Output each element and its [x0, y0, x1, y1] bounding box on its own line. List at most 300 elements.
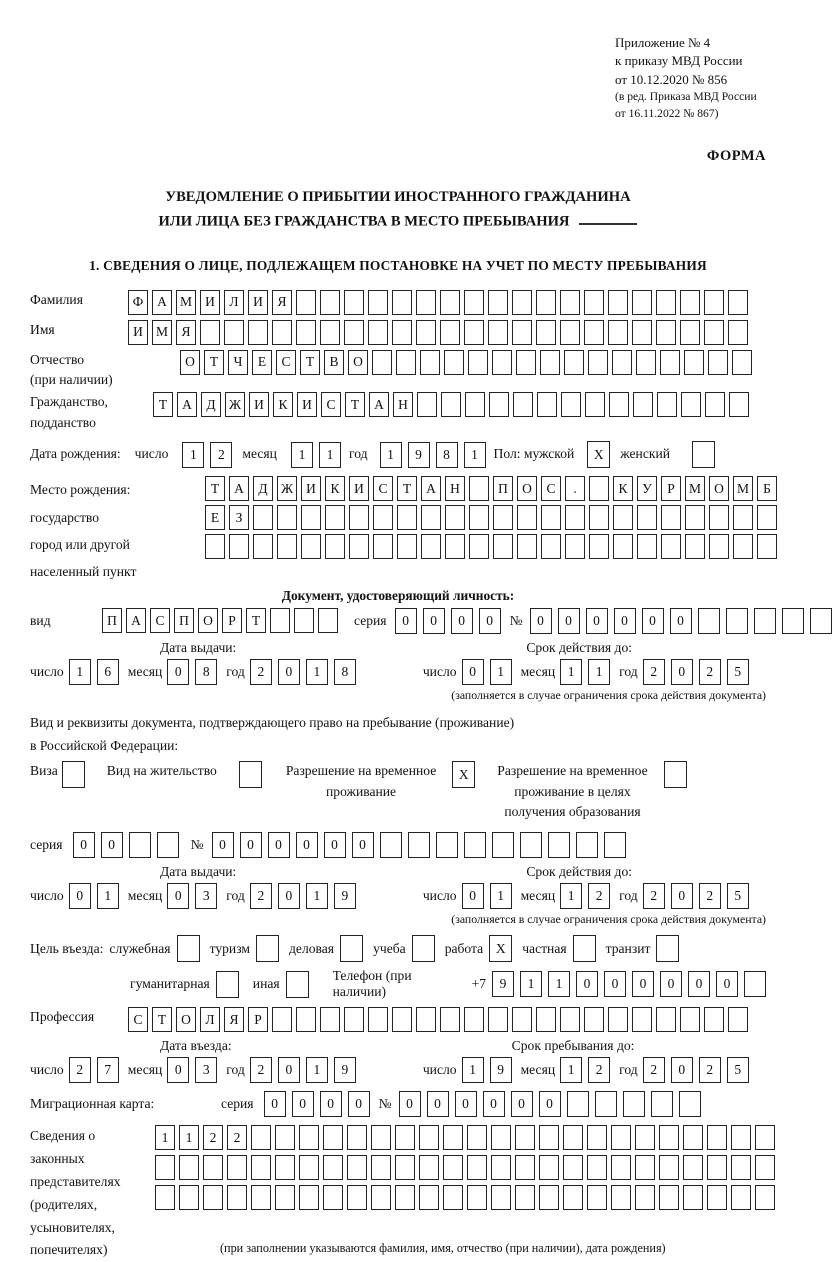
char-cell[interactable]: 0 — [101, 832, 123, 858]
char-cell[interactable]: С — [150, 608, 170, 633]
char-cell[interactable] — [595, 1091, 617, 1117]
char-cell[interactable] — [679, 1091, 701, 1117]
char-cell[interactable] — [157, 832, 179, 858]
char-cell[interactable] — [754, 608, 776, 634]
char-cell[interactable] — [277, 505, 297, 530]
char-cell[interactable]: Р — [248, 1007, 268, 1032]
char-cell[interactable] — [464, 832, 486, 858]
char-cell[interactable]: Е — [252, 350, 272, 375]
char-cell[interactable]: Б — [757, 476, 777, 501]
char-cell[interactable] — [611, 1185, 631, 1210]
char-cell[interactable] — [731, 1155, 751, 1180]
char-cell[interactable]: 0 — [395, 608, 417, 634]
char-cell[interactable] — [633, 392, 653, 417]
char-cell[interactable] — [443, 1155, 463, 1180]
char-cell[interactable] — [541, 505, 561, 530]
char-cell[interactable] — [299, 1125, 319, 1150]
char-cell[interactable] — [373, 505, 393, 530]
char-cell[interactable] — [565, 534, 585, 559]
char-cell[interactable]: Р — [661, 476, 681, 501]
char-cell[interactable]: 1 — [560, 659, 582, 685]
char-cell[interactable]: 1 — [490, 659, 512, 685]
char-cell[interactable]: Л — [200, 1007, 220, 1032]
char-cell[interactable] — [704, 290, 724, 315]
char-cell[interactable] — [493, 505, 513, 530]
char-cell[interactable]: 1 — [520, 971, 542, 997]
char-cell[interactable] — [227, 1185, 247, 1210]
char-cell[interactable] — [565, 505, 585, 530]
char-cell[interactable]: 2 — [210, 442, 232, 468]
char-cell[interactable]: Н — [445, 476, 465, 501]
char-cell[interactable] — [709, 534, 729, 559]
char-cell[interactable] — [623, 1091, 645, 1117]
char-cell[interactable] — [320, 1007, 340, 1032]
char-cell[interactable] — [203, 1155, 223, 1180]
char-cell[interactable] — [729, 392, 749, 417]
char-cell[interactable]: 2 — [643, 659, 665, 685]
char-cell[interactable] — [372, 350, 392, 375]
char-cell[interactable] — [253, 505, 273, 530]
char-cell[interactable] — [661, 534, 681, 559]
char-cell[interactable]: 0 — [73, 832, 95, 858]
char-cell[interactable] — [416, 290, 436, 315]
char-cell[interactable] — [683, 1185, 703, 1210]
char-cell[interactable]: 2 — [699, 1057, 721, 1083]
char-cell[interactable]: 0 — [716, 971, 738, 997]
char-cell[interactable]: С — [541, 476, 561, 501]
char-cell[interactable] — [708, 350, 728, 375]
char-cell[interactable] — [203, 1185, 223, 1210]
char-cell[interactable]: А — [229, 476, 249, 501]
char-cell[interactable] — [560, 290, 580, 315]
char-cell[interactable] — [440, 1007, 460, 1032]
char-cell[interactable] — [296, 1007, 316, 1032]
char-cell[interactable]: 0 — [278, 659, 300, 685]
char-cell[interactable] — [205, 534, 225, 559]
char-cell[interactable]: Т — [153, 392, 173, 417]
char-cell[interactable] — [517, 505, 537, 530]
char-cell[interactable] — [371, 1155, 391, 1180]
char-cell[interactable] — [296, 290, 316, 315]
char-cell[interactable] — [469, 476, 489, 501]
char-cell[interactable]: 0 — [455, 1091, 477, 1117]
char-cell[interactable] — [656, 935, 679, 962]
char-cell[interactable]: Р — [222, 608, 242, 633]
char-cell[interactable] — [349, 534, 369, 559]
char-cell[interactable] — [637, 534, 657, 559]
char-cell[interactable]: 1 — [69, 659, 91, 685]
char-cell[interactable] — [656, 1007, 676, 1032]
char-cell[interactable]: 0 — [278, 883, 300, 909]
char-cell[interactable]: 2 — [643, 883, 665, 909]
char-cell[interactable] — [344, 290, 364, 315]
char-cell[interactable] — [492, 350, 512, 375]
char-cell[interactable]: 1 — [464, 442, 486, 468]
char-cell[interactable]: О — [348, 350, 368, 375]
char-cell[interactable] — [515, 1185, 535, 1210]
char-cell[interactable]: П — [493, 476, 513, 501]
char-cell[interactable]: 0 — [352, 832, 374, 858]
char-cell[interactable]: 0 — [399, 1091, 421, 1117]
char-cell[interactable]: И — [248, 290, 268, 315]
char-cell[interactable] — [707, 1185, 727, 1210]
char-cell[interactable] — [464, 1007, 484, 1032]
char-cell[interactable] — [632, 290, 652, 315]
char-cell[interactable]: 0 — [69, 883, 91, 909]
char-cell[interactable]: 0 — [671, 659, 693, 685]
char-cell[interactable]: 9 — [408, 442, 430, 468]
char-cell[interactable] — [251, 1125, 271, 1150]
char-cell[interactable] — [253, 534, 273, 559]
char-cell[interactable]: 9 — [334, 883, 356, 909]
char-cell[interactable] — [744, 971, 766, 997]
char-cell[interactable] — [371, 1185, 391, 1210]
char-cell[interactable] — [515, 1155, 535, 1180]
char-cell[interactable] — [419, 1185, 439, 1210]
char-cell[interactable]: 8 — [334, 659, 356, 685]
char-cell[interactable] — [584, 290, 604, 315]
char-cell[interactable] — [436, 832, 458, 858]
char-cell[interactable] — [256, 935, 279, 962]
char-cell[interactable] — [573, 935, 596, 962]
char-cell[interactable]: 2 — [227, 1125, 247, 1150]
char-cell[interactable] — [584, 320, 604, 345]
char-cell[interactable]: Т — [205, 476, 225, 501]
char-cell[interactable] — [659, 1185, 679, 1210]
char-cell[interactable] — [563, 1185, 583, 1210]
char-cell[interactable] — [155, 1185, 175, 1210]
char-cell[interactable] — [155, 1155, 175, 1180]
char-cell[interactable]: Д — [201, 392, 221, 417]
char-cell[interactable] — [294, 608, 314, 633]
char-cell[interactable]: 1 — [380, 442, 402, 468]
char-cell[interactable] — [536, 290, 556, 315]
char-cell[interactable] — [440, 320, 460, 345]
char-cell[interactable]: 2 — [699, 883, 721, 909]
char-cell[interactable] — [491, 1155, 511, 1180]
char-cell[interactable] — [216, 971, 239, 998]
char-cell[interactable]: 0 — [427, 1091, 449, 1117]
char-cell[interactable] — [469, 534, 489, 559]
char-cell[interactable] — [707, 1125, 727, 1150]
char-cell[interactable] — [488, 1007, 508, 1032]
char-cell[interactable] — [392, 1007, 412, 1032]
char-cell[interactable] — [685, 505, 705, 530]
char-cell[interactable] — [548, 832, 570, 858]
char-cell[interactable] — [576, 832, 598, 858]
char-cell[interactable]: О — [180, 350, 200, 375]
char-cell[interactable]: Т — [345, 392, 365, 417]
char-cell[interactable] — [692, 441, 715, 468]
char-cell[interactable] — [515, 1125, 535, 1150]
char-cell[interactable]: 1 — [97, 883, 119, 909]
char-cell[interactable]: 8 — [195, 659, 217, 685]
char-cell[interactable] — [392, 320, 412, 345]
char-cell[interactable] — [464, 320, 484, 345]
char-cell[interactable]: X — [452, 761, 475, 788]
char-cell[interactable]: 0 — [320, 1091, 342, 1117]
char-cell[interactable] — [251, 1185, 271, 1210]
char-cell[interactable]: И — [301, 476, 321, 501]
char-cell[interactable] — [612, 350, 632, 375]
char-cell[interactable]: 1 — [291, 442, 313, 468]
char-cell[interactable] — [755, 1125, 775, 1150]
char-cell[interactable] — [632, 1007, 652, 1032]
char-cell[interactable]: 0 — [511, 1091, 533, 1117]
char-cell[interactable]: 9 — [334, 1057, 356, 1083]
char-cell[interactable]: 0 — [670, 608, 692, 634]
char-cell[interactable] — [347, 1125, 367, 1150]
char-cell[interactable] — [340, 935, 363, 962]
char-cell[interactable]: X — [587, 441, 610, 468]
char-cell[interactable]: 0 — [240, 832, 262, 858]
char-cell[interactable]: 1 — [490, 883, 512, 909]
char-cell[interactable] — [380, 832, 402, 858]
char-cell[interactable] — [488, 320, 508, 345]
char-cell[interactable] — [344, 1007, 364, 1032]
char-cell[interactable] — [445, 534, 465, 559]
char-cell[interactable]: 0 — [296, 832, 318, 858]
char-cell[interactable] — [608, 320, 628, 345]
char-cell[interactable]: Т — [204, 350, 224, 375]
char-cell[interactable] — [589, 505, 609, 530]
char-cell[interactable]: 3 — [195, 883, 217, 909]
char-cell[interactable]: 0 — [451, 608, 473, 634]
char-cell[interactable] — [177, 935, 200, 962]
char-cell[interactable]: М — [152, 320, 172, 345]
char-cell[interactable] — [611, 1155, 631, 1180]
char-cell[interactable]: 0 — [671, 1057, 693, 1083]
char-cell[interactable] — [608, 1007, 628, 1032]
char-cell[interactable] — [301, 534, 321, 559]
char-cell[interactable]: 1 — [588, 659, 610, 685]
char-cell[interactable] — [417, 392, 437, 417]
char-cell[interactable] — [421, 505, 441, 530]
char-cell[interactable] — [420, 350, 440, 375]
char-cell[interactable] — [272, 1007, 292, 1032]
char-cell[interactable] — [129, 832, 151, 858]
char-cell[interactable]: С — [321, 392, 341, 417]
char-cell[interactable] — [604, 832, 626, 858]
char-cell[interactable] — [408, 832, 430, 858]
char-cell[interactable]: И — [200, 290, 220, 315]
char-cell[interactable] — [685, 534, 705, 559]
char-cell[interactable] — [443, 1125, 463, 1150]
char-cell[interactable]: В — [324, 350, 344, 375]
char-cell[interactable] — [492, 832, 514, 858]
char-cell[interactable] — [564, 350, 584, 375]
char-cell[interactable]: М — [685, 476, 705, 501]
char-cell[interactable] — [680, 290, 700, 315]
char-cell[interactable]: Н — [393, 392, 413, 417]
char-cell[interactable]: 9 — [492, 971, 514, 997]
char-cell[interactable]: 0 — [167, 1057, 189, 1083]
char-cell[interactable] — [275, 1155, 295, 1180]
char-cell[interactable] — [584, 1007, 604, 1032]
char-cell[interactable] — [469, 505, 489, 530]
char-cell[interactable] — [349, 505, 369, 530]
char-cell[interactable] — [323, 1125, 343, 1150]
char-cell[interactable] — [489, 392, 509, 417]
char-cell[interactable]: Я — [224, 1007, 244, 1032]
char-cell[interactable] — [467, 1185, 487, 1210]
char-cell[interactable] — [251, 1155, 271, 1180]
char-cell[interactable] — [320, 290, 340, 315]
char-cell[interactable] — [810, 608, 832, 634]
char-cell[interactable]: К — [325, 476, 345, 501]
char-cell[interactable] — [731, 1125, 751, 1150]
char-cell[interactable]: 0 — [632, 971, 654, 997]
char-cell[interactable] — [320, 320, 340, 345]
char-cell[interactable] — [444, 350, 464, 375]
char-cell[interactable] — [397, 505, 417, 530]
char-cell[interactable] — [464, 290, 484, 315]
char-cell[interactable]: А — [369, 392, 389, 417]
char-cell[interactable]: 2 — [250, 659, 272, 685]
char-cell[interactable]: 0 — [576, 971, 598, 997]
char-cell[interactable] — [468, 350, 488, 375]
char-cell[interactable]: 0 — [268, 832, 290, 858]
char-cell[interactable]: 9 — [490, 1057, 512, 1083]
char-cell[interactable] — [179, 1185, 199, 1210]
char-cell[interactable] — [560, 320, 580, 345]
char-cell[interactable] — [416, 1007, 436, 1032]
char-cell[interactable]: Т — [300, 350, 320, 375]
char-cell[interactable] — [248, 320, 268, 345]
char-cell[interactable] — [539, 1125, 559, 1150]
char-cell[interactable]: С — [128, 1007, 148, 1032]
char-cell[interactable]: Ч — [228, 350, 248, 375]
char-cell[interactable] — [539, 1185, 559, 1210]
char-cell[interactable] — [299, 1155, 319, 1180]
char-cell[interactable] — [467, 1125, 487, 1150]
char-cell[interactable] — [512, 290, 532, 315]
char-cell[interactable] — [782, 608, 804, 634]
char-cell[interactable] — [445, 505, 465, 530]
char-cell[interactable]: Ф — [128, 290, 148, 315]
char-cell[interactable] — [239, 761, 262, 788]
char-cell[interactable] — [368, 320, 388, 345]
char-cell[interactable]: 0 — [483, 1091, 505, 1117]
char-cell[interactable]: И — [349, 476, 369, 501]
char-cell[interactable]: 0 — [348, 1091, 370, 1117]
char-cell[interactable]: О — [198, 608, 218, 633]
char-cell[interactable] — [397, 534, 417, 559]
char-cell[interactable] — [224, 320, 244, 345]
char-cell[interactable] — [512, 1007, 532, 1032]
char-cell[interactable] — [275, 1185, 295, 1210]
char-cell[interactable] — [465, 392, 485, 417]
char-cell[interactable]: 0 — [278, 1057, 300, 1083]
char-cell[interactable]: 2 — [699, 659, 721, 685]
char-cell[interactable] — [680, 1007, 700, 1032]
char-cell[interactable]: И — [128, 320, 148, 345]
char-cell[interactable] — [611, 1125, 631, 1150]
char-cell[interactable] — [608, 290, 628, 315]
char-cell[interactable]: О — [176, 1007, 196, 1032]
char-cell[interactable]: 2 — [250, 1057, 272, 1083]
char-cell[interactable] — [440, 290, 460, 315]
char-cell[interactable] — [561, 392, 581, 417]
char-cell[interactable]: 1 — [306, 659, 328, 685]
char-cell[interactable]: О — [709, 476, 729, 501]
char-cell[interactable] — [589, 534, 609, 559]
char-cell[interactable] — [488, 290, 508, 315]
char-cell[interactable] — [520, 832, 542, 858]
char-cell[interactable]: 3 — [195, 1057, 217, 1083]
char-cell[interactable]: А — [177, 392, 197, 417]
char-cell[interactable] — [684, 350, 704, 375]
char-cell[interactable] — [299, 1185, 319, 1210]
char-cell[interactable]: X — [489, 935, 512, 962]
char-cell[interactable] — [516, 350, 536, 375]
char-cell[interactable] — [541, 534, 561, 559]
char-cell[interactable]: Ж — [225, 392, 245, 417]
char-cell[interactable] — [563, 1155, 583, 1180]
char-cell[interactable]: О — [517, 476, 537, 501]
char-cell[interactable] — [467, 1155, 487, 1180]
char-cell[interactable]: С — [276, 350, 296, 375]
char-cell[interactable] — [755, 1185, 775, 1210]
char-cell[interactable] — [726, 608, 748, 634]
char-cell[interactable] — [560, 1007, 580, 1032]
char-cell[interactable]: 1 — [560, 883, 582, 909]
char-cell[interactable] — [347, 1185, 367, 1210]
char-cell[interactable]: 1 — [306, 883, 328, 909]
char-cell[interactable] — [728, 1007, 748, 1032]
char-cell[interactable]: Ж — [277, 476, 297, 501]
char-cell[interactable] — [512, 320, 532, 345]
char-cell[interactable]: 0 — [324, 832, 346, 858]
char-cell[interactable] — [275, 1125, 295, 1150]
char-cell[interactable]: У — [637, 476, 657, 501]
char-cell[interactable] — [301, 505, 321, 530]
char-cell[interactable] — [567, 1091, 589, 1117]
char-cell[interactable]: 0 — [604, 971, 626, 997]
char-cell[interactable] — [537, 392, 557, 417]
char-cell[interactable] — [296, 320, 316, 345]
char-cell[interactable] — [371, 1125, 391, 1150]
char-cell[interactable]: 2 — [588, 1057, 610, 1083]
char-cell[interactable] — [200, 320, 220, 345]
char-cell[interactable]: Т — [397, 476, 417, 501]
char-cell[interactable] — [683, 1125, 703, 1150]
char-cell[interactable]: 0 — [264, 1091, 286, 1117]
char-cell[interactable]: М — [733, 476, 753, 501]
char-cell[interactable] — [732, 350, 752, 375]
char-cell[interactable]: 5 — [727, 1057, 749, 1083]
char-cell[interactable] — [585, 392, 605, 417]
char-cell[interactable]: 0 — [586, 608, 608, 634]
char-cell[interactable] — [707, 1155, 727, 1180]
char-cell[interactable]: 0 — [539, 1091, 561, 1117]
char-cell[interactable] — [286, 971, 309, 998]
char-cell[interactable] — [709, 505, 729, 530]
char-cell[interactable] — [395, 1125, 415, 1150]
char-cell[interactable] — [396, 350, 416, 375]
char-cell[interactable]: 2 — [643, 1057, 665, 1083]
char-cell[interactable]: 0 — [688, 971, 710, 997]
char-cell[interactable] — [704, 320, 724, 345]
char-cell[interactable]: 2 — [588, 883, 610, 909]
char-cell[interactable]: 1 — [560, 1057, 582, 1083]
char-cell[interactable]: 1 — [182, 442, 204, 468]
char-cell[interactable]: С — [373, 476, 393, 501]
char-cell[interactable] — [659, 1155, 679, 1180]
char-cell[interactable] — [704, 1007, 724, 1032]
char-cell[interactable] — [493, 534, 513, 559]
char-cell[interactable]: 0 — [671, 883, 693, 909]
